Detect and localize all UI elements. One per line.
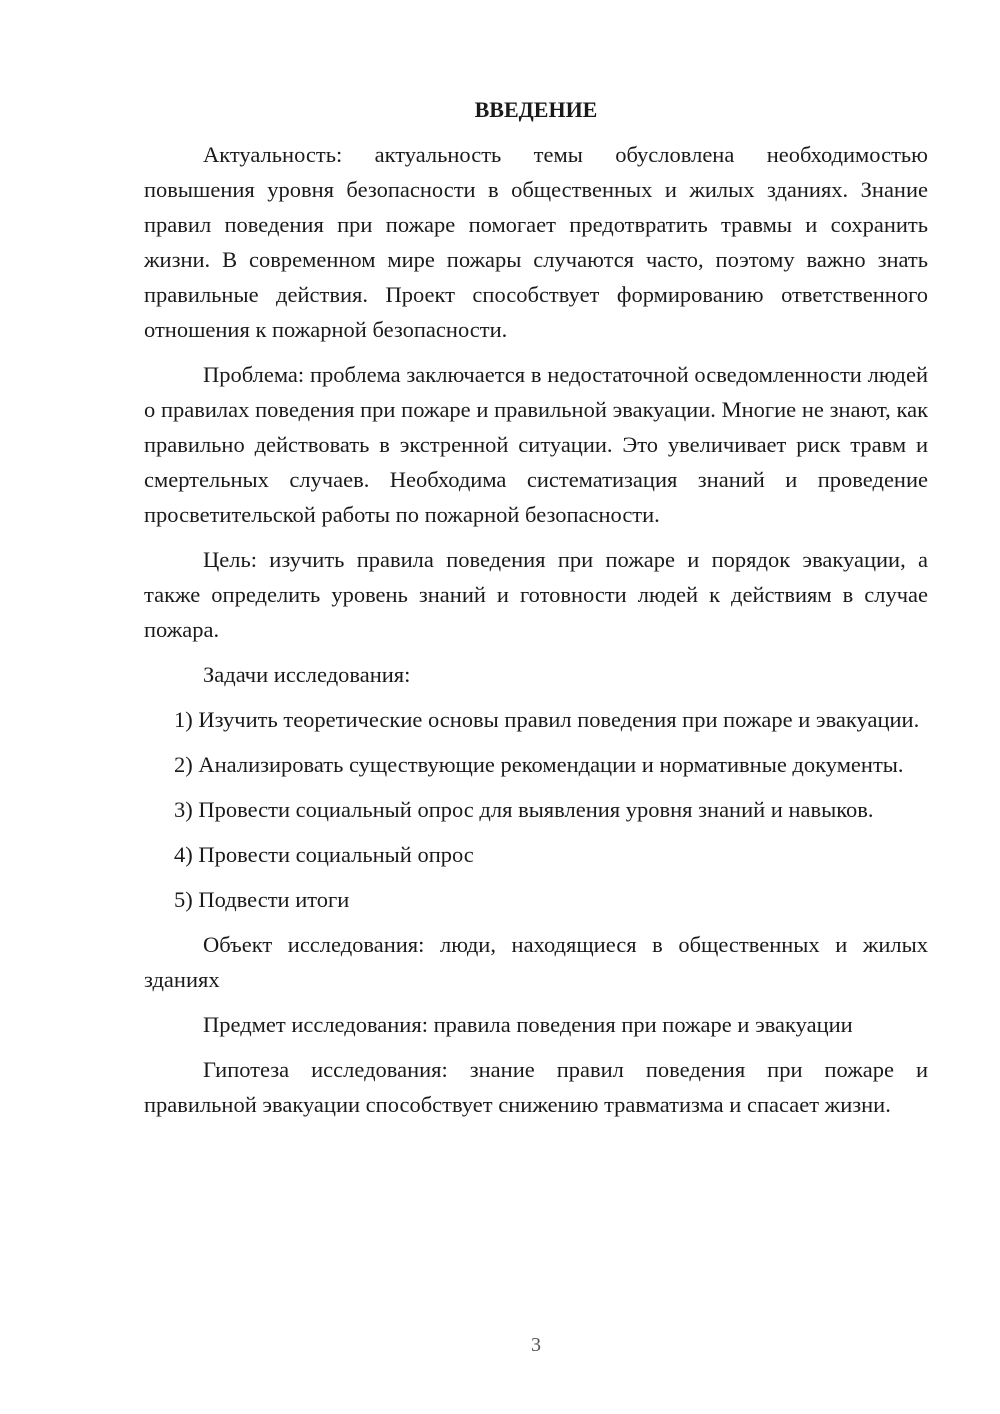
subject-paragraph: Предмет исследования: правила поведения при пожаре и эвакуации xyxy=(203,1012,853,1037)
relevance-paragraph: Актуальность: актуальность темы обусловлена необходимостью повышения уровня безопасности в общественных и жилых зданиях. Знание правил поведения при пожаре помогает предотвратить травмы и сохранить жизни. В современном мире пожары случаются часто, поэтому важно знать правильные действия. Проект способствует формированию ответственного отношения к пожарной безопасности. xyxy=(144,142,928,342)
page-title: ВВЕДЕНИЕ xyxy=(474,97,598,122)
object-paragraph: Объект исследования: люди, находящиеся в общественных и жилых зданиях xyxy=(144,932,928,992)
problem-paragraph: Проблема: проблема заключается в недостаточной осведомленности людей о правилах поведения при пожаре и правильной эвакуации. Многие не знают, как правильно действовать в экстренной ситуации. Это увеличивает риск травм и смертельных случаев. Необходима систематизация знаний и проведение просветительской работы по пожарной безопасности. xyxy=(144,362,928,527)
page-content xyxy=(144,94,928,1132)
tasks-heading: Задачи исследования: xyxy=(203,662,411,687)
task-item: 1) Изучить теоретические основы правил поведения при пожаре и эвакуации. xyxy=(174,707,920,732)
task-item: 3) Провести социальный опрос для выявления уровня знаний и навыков. xyxy=(174,797,874,822)
task-item: 4) Провести социальный опрос xyxy=(174,842,474,867)
hypothesis-paragraph: Гипотеза исследования: знание правил поведения при пожаре и правильной эвакуации способствует снижению травматизма и спасает жизни. xyxy=(144,1057,928,1117)
page-number: 3 xyxy=(531,1334,541,1356)
task-item: 2) Анализировать существующие рекомендации и нормативные документы. xyxy=(174,752,904,777)
goal-paragraph: Цель: изучить правила поведения при пожаре и порядок эвакуации, а также определить уровень знаний и готовности людей к действиям в случае пожара. xyxy=(144,547,928,642)
task-item: 5) Подвести итоги xyxy=(174,887,350,912)
